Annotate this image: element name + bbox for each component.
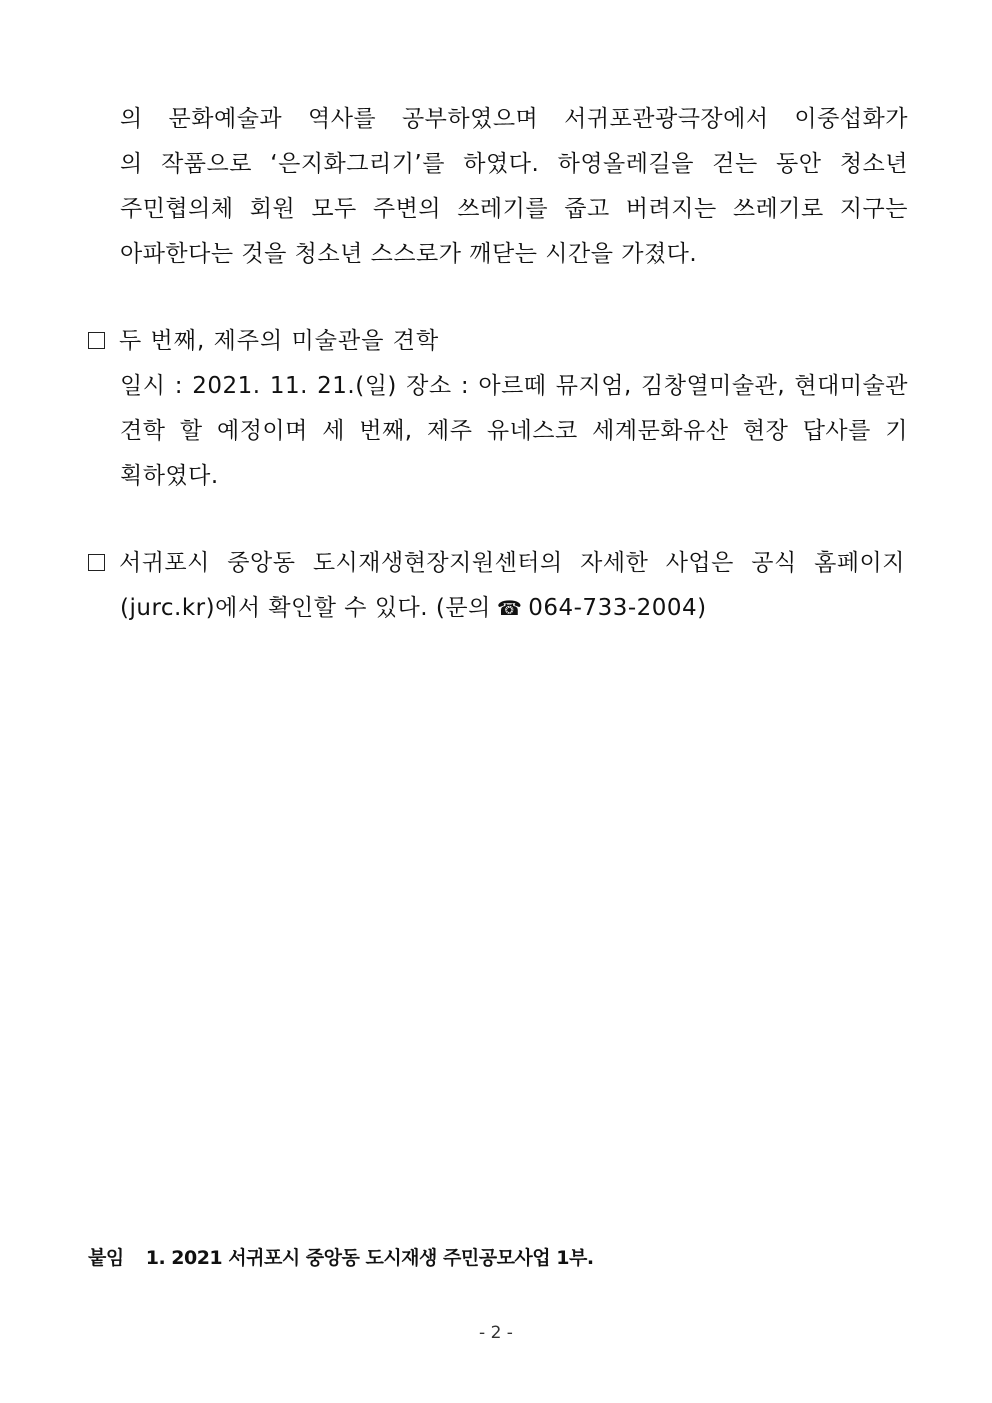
intro-line-3: 주민협의체 회원 모두 주변의 쓰레기를 줍고 버려지는 쓰레기로 지구는 [120, 196, 908, 222]
intro-line-4: 아파한다는 것을 청소년 스스로가 깨닫는 시간을 가졌다. [120, 241, 698, 267]
section-two-line-2: 견학 할 예정이며 세 번째, 제주 유네스코 세계문화유산 현장 답사를 기 [120, 418, 908, 444]
checkbox-bullet-icon [88, 332, 105, 349]
contact-text: (jurc.kr)에서 확인할 수 있다. (문의 [120, 595, 491, 621]
page-number: - 2 - [479, 1323, 513, 1343]
section-three-paragraph [120, 586, 908, 631]
section-two-line-3: 획하였다. [120, 463, 219, 489]
attachment-note [88, 1243, 594, 1270]
section-two-paragraph [120, 364, 908, 499]
intro-line-1: 의 문화예술과 역사를 공부하였으며 서귀포관광극장에서 이중섭화가 [120, 106, 908, 132]
section-two-line-1: 일시 : 2021. 11. 21.(일) 장소 : 아르떼 뮤지엄, 김창열미술관, 현대미술관 [120, 373, 908, 399]
attachment-text: 1. 2021 서귀포시 중앙동 도시재생 주민공모사업 1부. [145, 1247, 594, 1269]
section-two-heading [88, 319, 908, 364]
attachment-label: 붙임 [88, 1247, 124, 1269]
intro-paragraph [120, 97, 908, 277]
section-three-line-1: 서귀포시 중앙동 도시재생현장지원센터의 자세한 사업은 공식 홈페이지 [119, 550, 905, 576]
intro-line-2: 의 작품으로 ‘은지화그리기’를 하였다. 하영올레길을 걷는 동안 청소년 [120, 151, 908, 177]
section-two-heading-text: 두 번째, 제주의 미술관을 견학 [119, 328, 440, 354]
phone-number: 064-733-2004) [528, 595, 707, 621]
phone-icon: ☎ [496, 596, 523, 620]
checkbox-bullet-icon [88, 554, 105, 571]
section-three-heading [88, 541, 908, 586]
section-three-line-2 [120, 586, 908, 631]
